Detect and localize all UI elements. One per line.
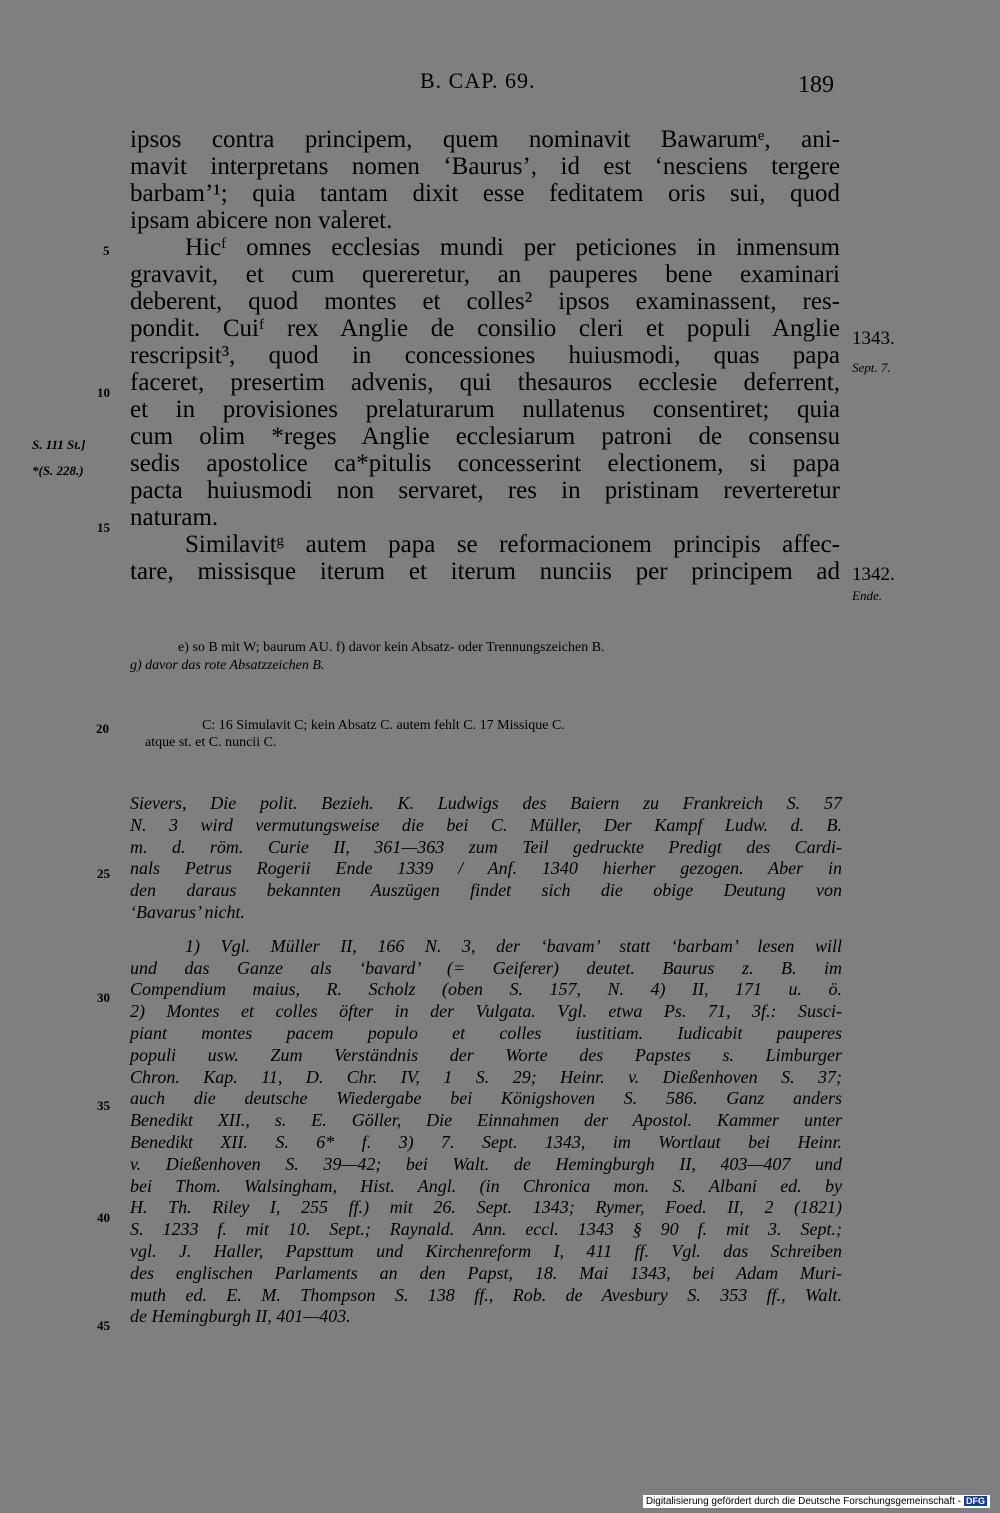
text-line: ipsos contra principem, quem nominavit Bawarumᵉ, ani- (130, 126, 840, 153)
line-number: 45 (97, 1318, 110, 1333)
footnote-line: 2) Montes et colles öfter in der Vulgata. Vgl. etwa Ps. 71, 3f.: Susci- (130, 1001, 842, 1022)
footnote-line: Sievers, Die polit. Bezieh. K. Ludwigs des Baiern zu Frankreich S. 57 (130, 793, 842, 813)
footnote-line: N. 3 wird vermutungsweise die bei C. Müller, Der Kampf Ludw. d. B. (130, 814, 842, 835)
footer-text: Digitalisierung gefördert durch die Deutsche Forschungsgemeinschaft - (645, 1496, 961, 1507)
footnote-line: S. 1233 f. mit 10. Sept.; Raynald. Ann. eccl. 1343 § 90 f. mit 3. Sept.; (130, 1219, 842, 1240)
text-line: tare, missisque iterum et iterum nunciis per principem ad (130, 558, 840, 585)
footnote-line: de Hemingburgh II, 401—403. (130, 1306, 351, 1327)
page-number: 189 (798, 72, 834, 98)
dfg-footer (643, 1495, 990, 1508)
footnote-line: H. Th. Riley I, 255 ff.) mit 26. Sept. 1343; Rymer, Foed. II, 2 (1821) (130, 1197, 842, 1218)
footnote-line: Compendium maius, R. Scholz (oben S. 157, N. 4) II, 171 u. ö. (130, 979, 842, 1000)
text-line: Hicᶠ omnes ecclesias mundi per peticiones in inmensum (185, 234, 840, 261)
footnote-line: Benedikt XII., s. E. Göller, Die Einnahmen der Apostol. Kammer unter (130, 1110, 842, 1131)
text-line: mavit interpretans nomen ‘Baurus’, id est ‘nesciens tergere (130, 153, 840, 180)
footnote-line: auch die deutsche Wiedergabe bei Königshoven S. 586. Ganz anders (130, 1088, 842, 1109)
footnote-line: den daraus bekannten Auszügen findet sich die obige Deutung von (130, 880, 842, 901)
line-number: 35 (97, 1098, 110, 1113)
footnote-line: v. Dießenhoven S. 39—42; bei Walt. de Hemingburgh II, 403—407 und (130, 1153, 842, 1174)
text-line: deberent, quod montes et colles² ipsos examinassent, res- (130, 288, 840, 315)
apparatus-line: C: 16 Simulavit C; kein Absatz C. autem fehlt C. 17 Missique C. (202, 718, 565, 733)
footnote-line: bei Thom. Walsingham, Hist. Angl. (in Chronica mon. S. Albani ed. by (130, 1175, 842, 1196)
text-line: cum olim *reges Anglie ecclesiarum patroni de consensu (130, 423, 840, 450)
footnote-line: piant montes pacem populo et colles iustitiam. Iudicabit pauperes (130, 1023, 842, 1043)
footnote-line: und das Ganze als ‘bavard’ (= Geiferer) deutet. Baurus z. B. im (130, 957, 842, 978)
footnote-line: Benedikt XII. S. 6* f. 3) 7. Sept. 1343, im Wortlaut bei Heinr. (130, 1132, 842, 1152)
margin-reference: *(S. 228.) (32, 463, 84, 478)
apparatus-line: e) so B mit W; baurum AU. f) davor kein Absatz- oder Trennungszeichen B. (178, 640, 605, 655)
text-line: gravavit, et cum quereretur, an pauperes bene examinari (130, 261, 840, 288)
running-head: B. CAP. 69. (420, 68, 536, 93)
margin-date: Ende. (852, 588, 882, 603)
text-line: faceret, presertim advenis, qui thesauros ecclesie deferrent, (130, 369, 840, 396)
line-number: 20 (96, 721, 109, 736)
line-number: 15 (97, 520, 110, 535)
text-line: rescripsit³, quod in concessiones huiusmodi, quas papa (130, 342, 840, 369)
line-number: 25 (97, 866, 110, 881)
footnote-line: nals Petrus Rogerii Ende 1339 / Anf. 1340 hierher gezogen. Aber in (130, 858, 842, 879)
footnote-line: muth ed. E. M. Thompson S. 138 ff., Rob. de Avesbury S. 353 ff., Walt. (130, 1284, 842, 1305)
line-number: 5 (103, 243, 110, 258)
text-line: ipsam abicere non valeret. (130, 207, 393, 234)
footnote-line: Chron. Kap. 11, D. Chr. IV, 1 S. 29; Heinr. v. Dießenhoven S. 37; (130, 1066, 842, 1087)
margin-year: 1342. (852, 564, 895, 585)
footnote-line: populi usw. Zum Verständnis der Worte des Papstes s. Limburger (130, 1044, 842, 1065)
dfg-logo: DFG (966, 1496, 985, 1506)
footnote-line: vgl. J. Haller, Papsttum und Kirchenreform I, 411 ff. Vgl. das Schreiben (130, 1241, 842, 1261)
text-line: Similavitᵍ autem papa se reformacionem principis affec- (185, 531, 840, 558)
text-line: naturam. (130, 504, 219, 531)
footnote-line: 1) Vgl. Müller II, 166 N. 3, der ‘bavam’ statt ‘barbam’ lesen will (185, 935, 842, 956)
line-number: 30 (97, 990, 110, 1005)
margin-year: 1343. (852, 328, 895, 349)
footnote-line: ‘Bavarus’ nicht. (130, 902, 245, 922)
apparatus-line: g) davor das rote Absatzzeichen B. (130, 658, 325, 673)
footnote-line: m. d. röm. Curie II, 361—363 zum Teil gedruckte Predigt des Cardi- (130, 836, 842, 857)
text-line: et in provisiones prelaturarum nullatenus consentiret; quia (130, 396, 840, 423)
line-number: 10 (97, 385, 110, 400)
footnote-line: des englischen Parlaments an den Papst, 18. Mai 1343, bei Adam Muri- (130, 1262, 842, 1283)
text-line: barbam’¹; quia tantam dixit esse feditatem oris sui, quod (130, 180, 840, 207)
text-line: sedis apostolice ca*pitulis concesserint electionem, si papa (130, 450, 840, 477)
text-line: pondit. Cuiᶠ rex Anglie de consilio cleri et populi Anglie (130, 315, 840, 342)
margin-date: Sept. 7. (852, 360, 891, 375)
line-number: 40 (97, 1210, 110, 1225)
apparatus-line: atque st. et C. nuncii C. (145, 735, 277, 750)
text-line: pacta huiusmodi non servaret, res in pristinam reverteretur (130, 477, 840, 504)
margin-reference: S. 111 St.] (32, 437, 86, 452)
